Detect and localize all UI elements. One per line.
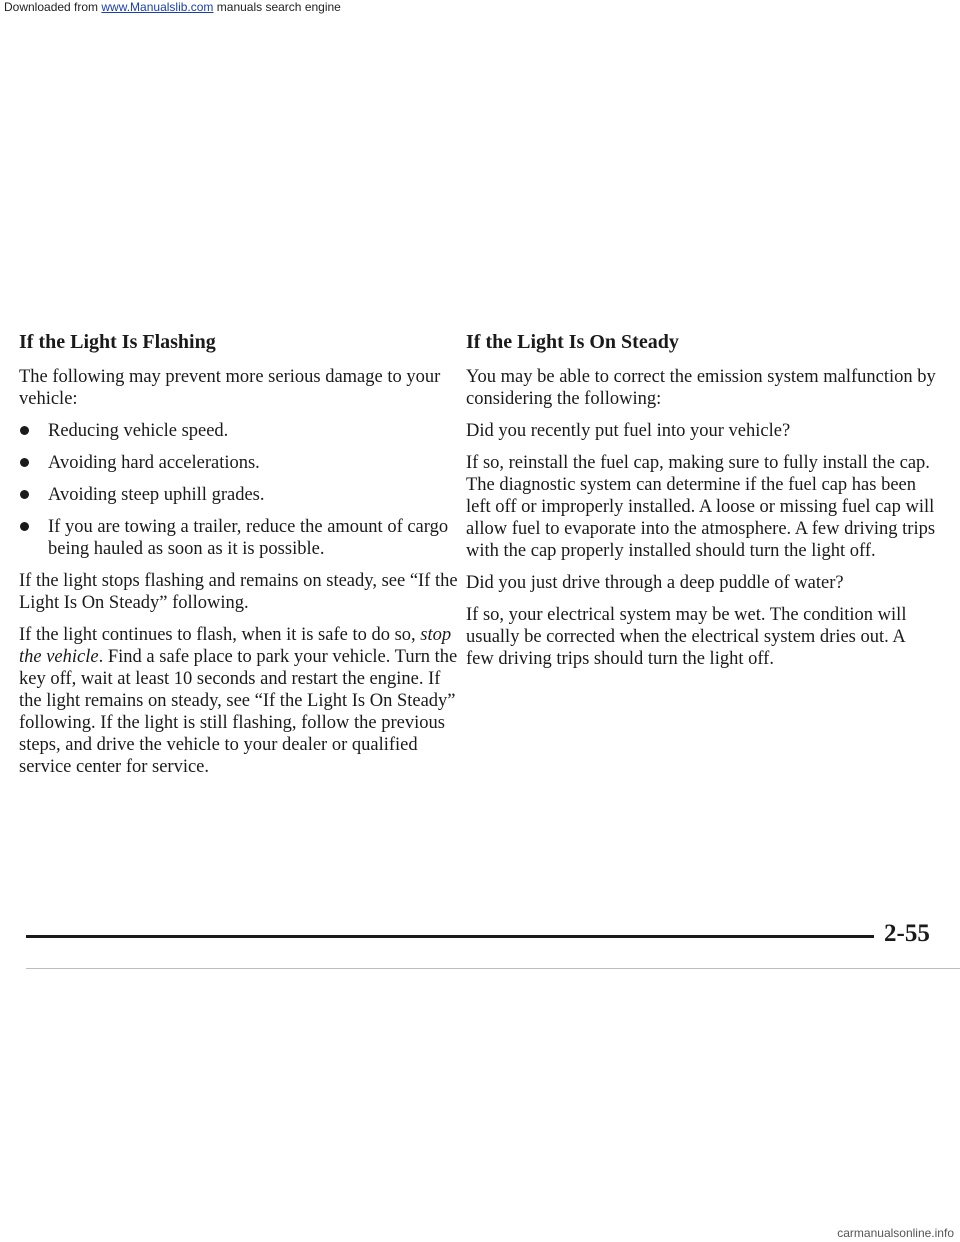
banner-suffix: manuals search engine [213,0,341,14]
stop-vehicle-emphasis: stop the vehicle [19,625,452,667]
flashing-heading: If the Light Is Flashing [19,331,216,353]
bullet-text: Avoiding hard accelerations. [48,453,260,473]
list-item [19,420,464,442]
continue-flash-prefix: If the light continues to flash, when it is safe to do so, [19,625,421,645]
fuel-cap-paragraph: If so, reinstall the fuel cap, making sure to fully install the cap. The diagnostic system can determine if the fuel cap has been left off or improperly installed. A loose or missing fuel cap will allow fuel to evaporate into the atmosphere. A few driving trips with the cap properly installed should turn the light off. [466,453,936,561]
page-footer-rule [26,935,874,938]
steady-heading: If the Light Is On Steady [466,331,679,353]
manualslib-link[interactable]: www.Manualslib.com [101,0,214,14]
flashing-intro: The following may prevent more serious damage to your vehicle: [19,367,441,409]
right-column [466,330,936,680]
steady-intro: You may be able to correct the emission system malfunction by considering the following: [466,367,936,409]
list-item [19,452,464,474]
bullet-text: If you are towing a trailer, reduce the amount of cargo being hauled as soon as it is possible. [48,517,449,559]
footer-thin-rule [26,968,960,969]
electrical-paragraph: If so, your electrical system may be wet. The condition will usually be corrected when the electrical system dries out. A few driving trips should turn the light off. [466,605,907,669]
continue-flash-suffix: . Find a safe place to park your vehicle. Turn the key off, wait at least 10 seconds and restart the engine. If the light remains on steady, see “If the Light Is On Steady” following. If the light is still flashing, follow the previous steps, and drive the vehicle to your dealer or qualified service center for service. [19,647,458,777]
bullet-icon [20,522,29,531]
watermark: carmanualsonline.info [837,1226,954,1240]
puddle-question: Did you just drive through a deep puddle of water? [466,573,844,593]
bullet-text: Reducing vehicle speed. [48,421,229,441]
banner-prefix: Downloaded from [4,0,102,14]
flashing-bullet-list [19,420,464,560]
bullet-icon [20,426,29,435]
bullet-icon [20,458,29,467]
steady-reference-paragraph: If the light stops flashing and remains on steady, see “If the Light Is On Steady” following. [19,571,458,613]
fuel-question: Did you recently put fuel into your vehicle? [466,421,791,441]
list-item [19,484,464,506]
left-column [19,330,464,788]
list-item [19,516,464,560]
continue-flash-paragraph [19,624,464,778]
page-number: 2-55 [884,920,930,947]
download-banner [0,0,960,14]
bullet-text: Avoiding steep uphill grades. [48,485,265,505]
bullet-icon [20,490,29,499]
